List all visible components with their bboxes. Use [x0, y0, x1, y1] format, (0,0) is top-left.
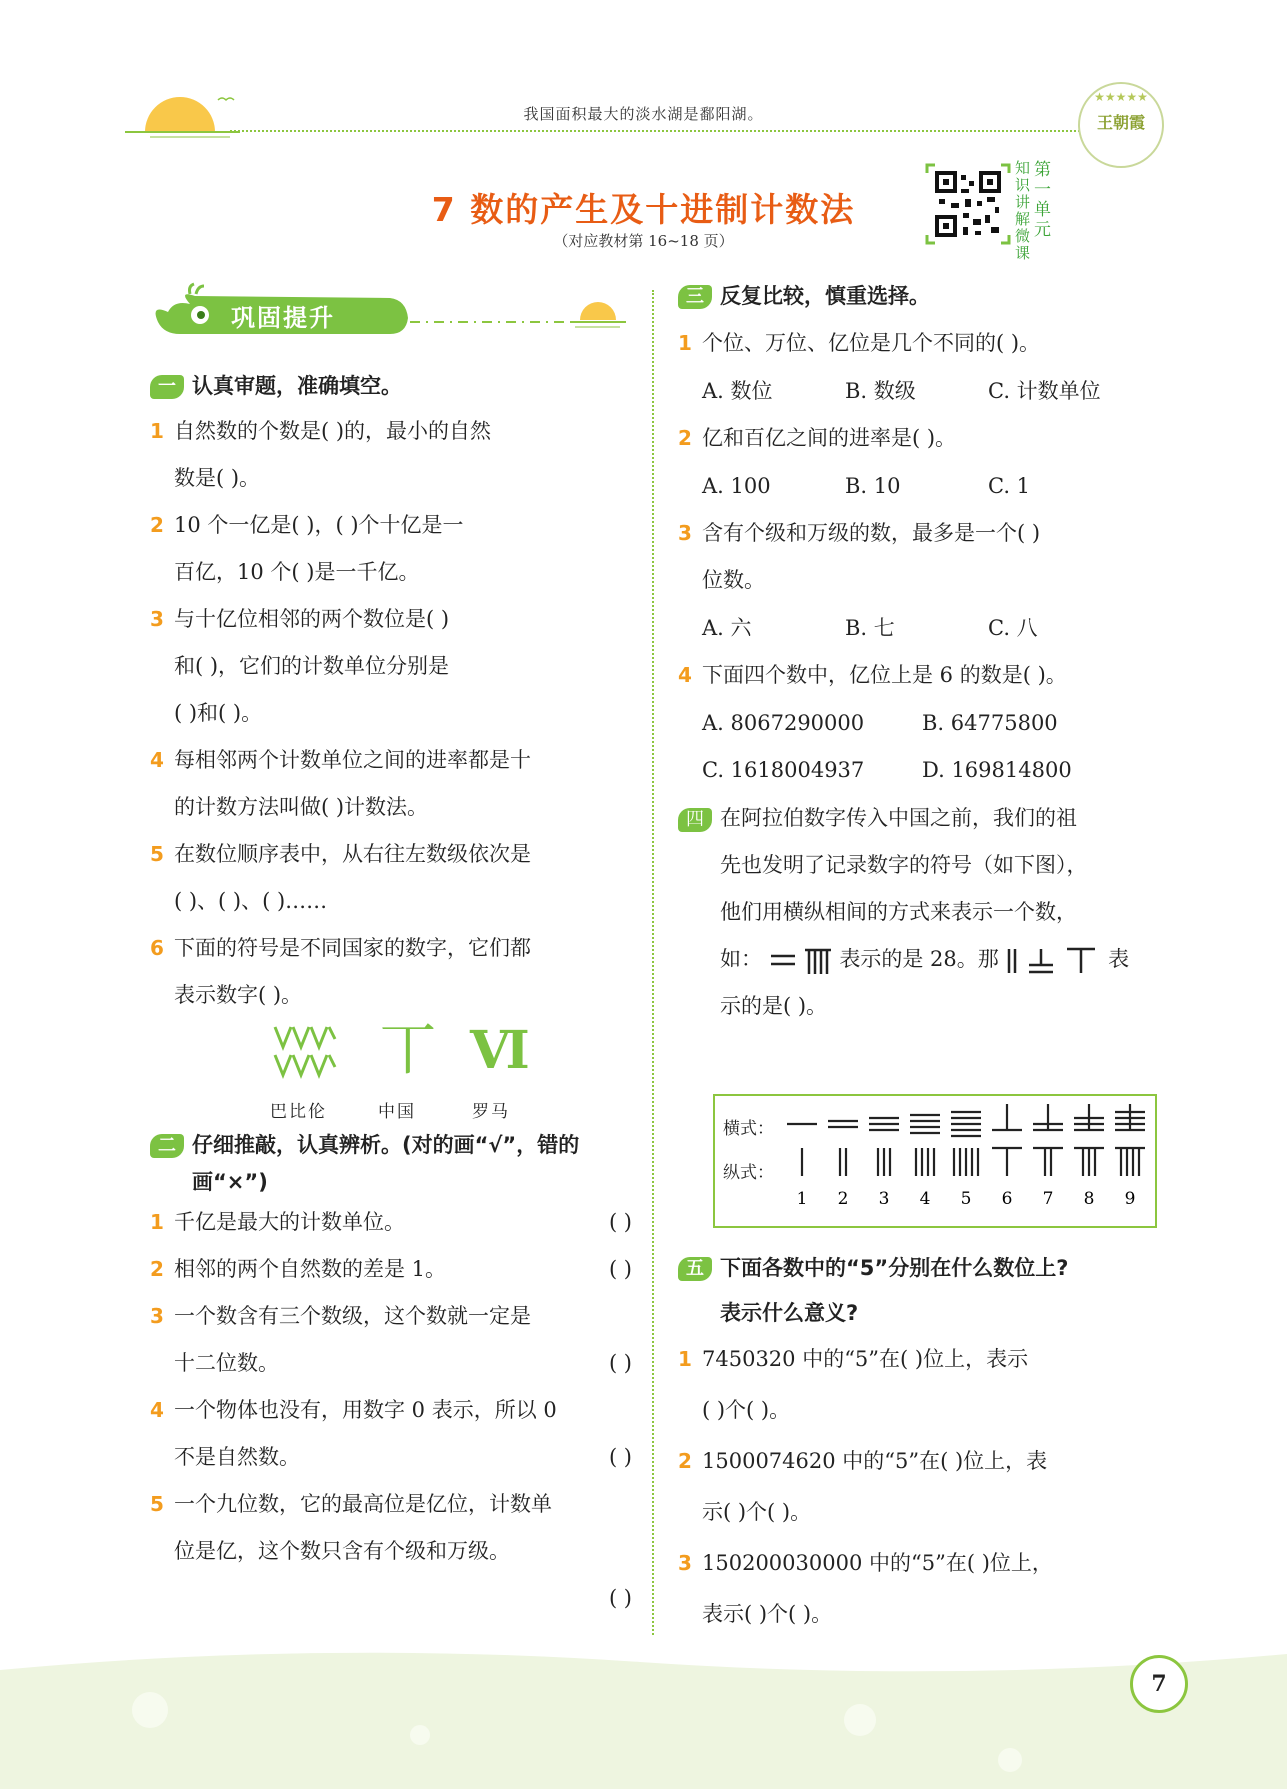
s2-q3: 3 一个数含有三个数级，这个数就一定是 十二位数。 ( ) — [150, 1304, 632, 1375]
numeral-symbols — [150, 1018, 632, 1125]
s5-q3: 3 150200030000 中的“5”在( )位上， 表示( )个( )。 — [678, 1551, 1053, 1626]
babylon-numeral-icon — [273, 1025, 337, 1087]
unit-label: 第一单元 — [1034, 160, 1051, 240]
section-2-title: 仔细推敲，认真辨析。(对的画“√”，错的 — [192, 1133, 580, 1157]
publisher-logo: ★★★★★ 王朝霞 — [1078, 82, 1164, 168]
china-label: 中国 — [378, 1102, 416, 1122]
banner-label: 巩固提升 — [231, 304, 335, 332]
section-2-heading — [150, 1125, 632, 1199]
section-4-badge: 四 — [678, 808, 712, 832]
header-note: 我国面积最大的淡水湖是鄱阳湖。 — [523, 105, 764, 123]
section-5-heading — [678, 1244, 1160, 1334]
left-column — [150, 366, 632, 1622]
rod-numeral-question-icon — [1005, 945, 1101, 977]
s1-q2: 2 10 个一亿是( )，( )个十亿是一 百亿，10 个( )是一千亿。 — [150, 513, 464, 584]
roman-numeral-glyph: Ⅵ — [470, 1020, 530, 1081]
rod-numerals-graphic — [783, 1096, 1153, 1224]
section-3-heading — [678, 276, 1160, 316]
page-number: 7 — [1130, 1655, 1188, 1713]
s1-q1: 1 自然数的个数是( )的，最小的自然 数是( )。 — [150, 419, 492, 490]
section-1-badge: 一 — [150, 375, 184, 399]
footer-wave — [0, 1640, 1287, 1789]
s1-q6: 6 下面的符号是不同国家的数字，它们都 表示数字( )。 — [150, 936, 531, 1007]
section-5 — [678, 1244, 1160, 1640]
s1-q5: 5 在数位顺序表中，从右往左数级依次是 ( )、( )、( )…… — [150, 842, 531, 913]
table-row1-label: 横式： — [723, 1119, 774, 1139]
s3-q2: 2 亿和百亿之间的进率是( )。 A. 100 B. 10 C. 1 — [678, 426, 1031, 498]
qr-code-icon — [925, 163, 1011, 245]
section-1-title: 认真审题，准确填空。 — [192, 374, 402, 398]
header-rule — [230, 130, 1080, 132]
rod-number-label: 2 — [837, 1189, 849, 1209]
rod-numeral-28-icon — [769, 946, 833, 976]
rod-number-label: 3 — [878, 1189, 890, 1209]
logo-text: 王朝霞 — [1096, 113, 1145, 132]
s3-q3: 3 含有个级和万级的数，最多是一个( ) 位数。 A. 六 B. 七 C. 八 — [678, 521, 1041, 640]
section-1-heading — [150, 366, 632, 406]
s2-q2: 2 相邻的两个自然数的差是 1。 ( ) — [150, 1257, 632, 1281]
rod-number-label: 6 — [1001, 1189, 1013, 1209]
section-2-title-cont: 画“×”) — [192, 1170, 268, 1194]
s3-q4: 4 下面四个数中，亿位上是 6 的数是( )。 A. 8067290000 B. 64775800 C. 1618004937 D. 169814800 — [678, 663, 1072, 782]
page-title: 7 数的产生及十进制计数法 — [431, 190, 856, 229]
rod-number-label: 1 — [796, 1189, 808, 1209]
s3-q1: 1 个位、万位、亿位是几个不同的( )。 A. 数位 B. 数级 C. 计数单位 — [678, 331, 1101, 403]
s5-q2: 2 1500074620 中的“5”在( )位上，表 示( )个( )。 — [678, 1449, 1048, 1524]
s2-q4: 4 一个物体也没有，用数字 0 表示，所以 0 不是自然数。 ( ) — [150, 1398, 632, 1469]
page-subtitle: （对应教材第 16~18 页） — [553, 232, 734, 250]
section-5-badge: 五 — [678, 1257, 712, 1281]
s2-q1: 1 千亿是最大的计数单位。 ( ) — [150, 1210, 632, 1234]
whale-banner-graphic — [150, 282, 640, 342]
section-4: 四 在阿拉伯数字传入中国之前，我们的祖 先也发明了记录数字的符号（如下图）， 他们用横纵相间的方式来表示一个数， 如： 表示的是 28。那 表 示的是( )。 — [678, 795, 1160, 1030]
section-5-title: 下面各数中的“5”分别在什么数位上? — [720, 1256, 1069, 1280]
rod-number-label: 9 — [1124, 1189, 1136, 1209]
rod-number-label: 4 — [919, 1189, 931, 1209]
s1-q3: 3 与十亿位相邻的两个数位是( ) 和( )，它们的计数单位分别是 ( )和( )。 — [150, 607, 450, 725]
chinese-numeral-glyph: 丅 — [380, 1018, 436, 1083]
table-row2-label: 纵式： — [723, 1163, 774, 1183]
qr-label: 知识讲解微课 — [1014, 159, 1030, 262]
babylon-label: 巴比伦 — [270, 1102, 327, 1122]
rod-number-label: 5 — [960, 1189, 972, 1209]
rome-label: 罗马 — [472, 1102, 510, 1122]
section-3-badge: 三 — [678, 285, 712, 309]
section-3-title: 反复比较，慎重选择。 — [720, 284, 930, 308]
rod-number-label: 8 — [1083, 1189, 1095, 1209]
s2-q5: 5 一个九位数，它的最高位是亿位，计数单 位是亿，这个数只含有个级和万级。 ( ) — [150, 1492, 632, 1610]
section-2-badge: 二 — [150, 1134, 184, 1158]
rod-numeral-table — [713, 1094, 1157, 1228]
s5-q1: 1 7450320 中的“5”在( )位上，表示 ( )个( )。 — [678, 1347, 1029, 1422]
column-divider — [652, 290, 654, 1635]
s1-q4: 4 每相邻两个计数单位之间的进率都是十 的计数方法叫做( )计数法。 — [150, 748, 531, 819]
right-column — [678, 276, 1160, 1030]
section-5-title-cont: 表示什么意义? — [720, 1301, 859, 1325]
rod-number-label: 7 — [1042, 1189, 1054, 1209]
